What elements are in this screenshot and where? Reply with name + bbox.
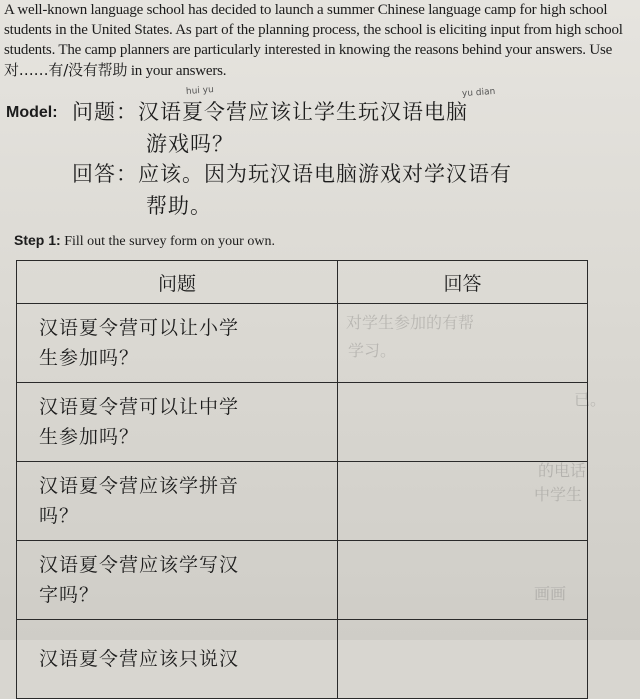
model-label: Model: [6,104,58,121]
intro-paragraph: A well-known language school has decided to launch a summer Chinese language camp for high school students in the United States. As part of the planning process, the school is eliciting input from high school students. The camp planners are particularly interested in knowing the reasons behind your answers. Use 对……有/没有帮助 in your answers. [4,2,623,79]
table-row [17,462,588,541]
model-question-cont: 游戏吗？ [146,132,234,156]
header-answer: 回答 [338,261,588,304]
question-cell: 汉语夏令营应该只说汉 [17,620,338,699]
step-label: Step 1: [14,232,61,248]
answer-cell[interactable] [338,462,588,541]
question-cell: 汉语夏令营可以让小学 生参加吗？ [17,304,338,383]
table-row [17,304,588,383]
bleed-through-text: 中学生 [534,485,583,504]
table-row [17,620,588,699]
model-answer-cont: 帮助。 [146,194,212,218]
table-header-row [17,261,588,304]
handwritten-pinyin: hui yu [185,85,215,97]
question-cell: 汉语夏令营可以让中学 生参加吗？ [17,383,338,462]
bleed-through-text: 学习。 [348,341,397,360]
step-instruction [14,232,275,250]
bleed-through-text: 的电话 [538,461,587,480]
answer-label: 回答： [72,162,138,186]
question-cell: 汉语夏令营应该学拼音 吗？ [17,462,338,541]
question-label: 问题： [72,100,138,124]
answer-cell[interactable] [338,304,588,383]
question-cell: 汉语夏令营应该学写汉 字吗？ [17,541,338,620]
header-question: 问题 [17,261,338,304]
survey-form [16,260,607,699]
table-row [17,383,588,462]
answer-text: 应该。因为玩汉语电脑游戏对学汉语有 [138,162,512,186]
model-question [72,98,468,126]
bleed-through-text: 已。 [574,390,607,409]
step-text: Fill out the survey form on your own. [64,234,275,249]
pattern-phrase: 对……有/没有帮助 [4,61,128,79]
question-text: 汉语夏令营应该让学生玩汉语电脑 [138,100,468,124]
bleed-through-text: 对学生参加的有帮 [346,313,475,332]
answer-cell[interactable] [338,541,588,620]
model-answer [72,160,512,188]
bleed-through-text: 画画 [534,584,567,603]
table-row [17,541,588,620]
answer-cell[interactable] [338,383,607,462]
answer-cell[interactable] [338,620,588,699]
handwritten-pinyin: yu dian [461,86,496,100]
